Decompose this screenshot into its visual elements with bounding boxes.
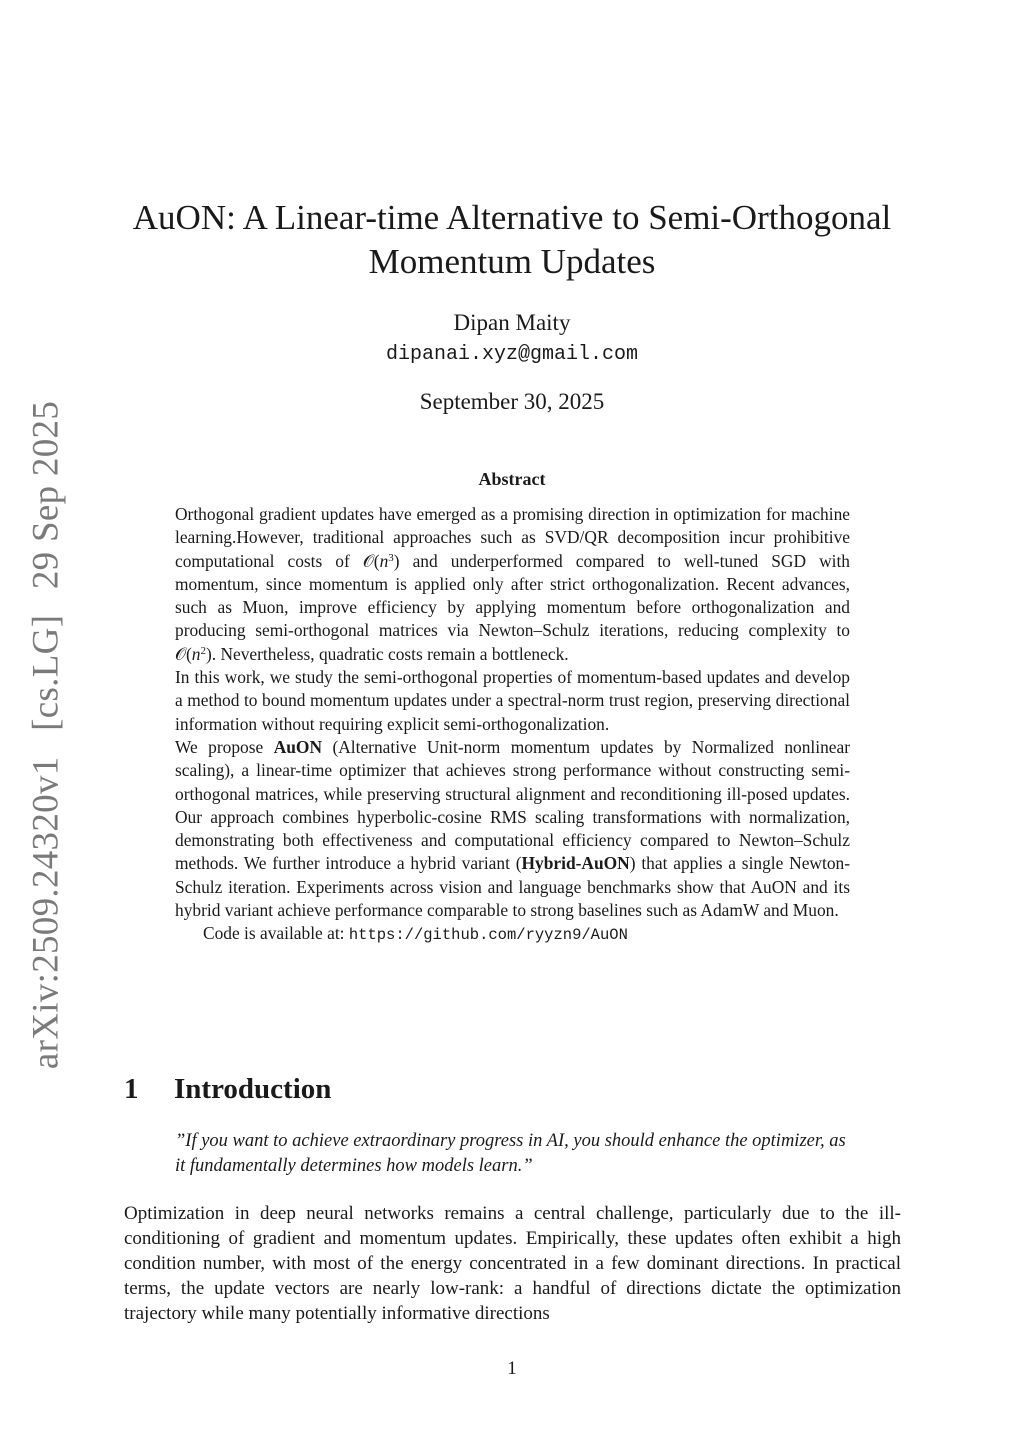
abstract-p1-text-b: and underperformed compared to well-tuned SGD with momentum, since momentum is applied only after strict orthogonalization. Recent advances, such as Muon, improve efficiency by applying momentum before orthogonalization and producing semi-orthogonal matrices via Newton–Schulz iterations, reducing complexity to	[175, 550, 850, 641]
author-name: Dipan Maity	[453, 310, 571, 335]
abstract-paragraph-2: In this work, we study the semi-orthogonal properties of momentum-based updates and develop a method to bound momentum updates under a spectral-norm trust region, preserving directional information without requiring explicit semi-orthogonalization.	[175, 667, 850, 734]
code-url-link[interactable]: https://github.com/ryyzn9/AuON	[348, 926, 628, 945]
math-exponent-2: 2	[200, 644, 206, 657]
paper-title	[112, 196, 912, 284]
arxiv-identifier-stamp	[25, 401, 68, 1069]
arxiv-category: [cs.LG]	[25, 614, 67, 731]
abstract-body	[175, 503, 850, 948]
math-n-2: n	[191, 643, 201, 664]
introduction-paragraph: Optimization in deep neural networks remains a central challenge, particularly due to the ill-conditioning of gradient and momentum updates. Empirically, these updates often exhibit a high condition number, with most of the energy concentrated in a few dominant directions. In practical terms, the update vectors are nearly low-rank: a handful of directions dictate the optimization trajectory while many potentially informative directions	[124, 1203, 901, 1324]
auon-bold-term: AuON	[273, 736, 323, 757]
arxiv-date: 29 Sep 2025	[25, 400, 67, 590]
big-o-symbol-1: 𝒪(	[362, 550, 380, 571]
page-number: 1	[507, 1358, 517, 1379]
abstract-paragraph-3	[175, 736, 850, 922]
math-paren-close-2: )	[205, 643, 212, 664]
section-title: Introduction	[174, 1073, 332, 1105]
math-paren-close-1: )	[393, 550, 400, 571]
abstract-paragraph-1	[175, 503, 850, 666]
code-availability-line	[175, 922, 850, 947]
section-heading-introduction	[124, 1073, 331, 1106]
big-o-symbol-2: 𝒪(	[175, 643, 192, 664]
epigraph-quote: ”If you want to achieve extraordinary progress in AI, you should enhance the optimizer, as it fundamentally determines how models learn.”	[175, 1131, 846, 1176]
code-label: Code is available at:	[203, 923, 349, 944]
author-email[interactable]: dipanai.xyz@gmail.com	[385, 343, 639, 366]
math-n-1: n	[379, 550, 389, 571]
abstract-p3-text-c: ) that applies a single Newton-Schulz iteration. Experiments across vision and language benchmarks show that AuON and its hybrid variant achieve performance comparable to strong baselines such as AdamW and Muon.	[175, 853, 850, 921]
title-line-2: Momentum Updates	[368, 242, 656, 281]
abstract-p3-text-b: (Alternative Unit-norm momentum updates by Normalized nonlinear scaling), a linear-time optimizer that achieves strong performance without constructing semi-orthogonal matrices, while preserving structural alignment and reconditioning ill-posed updates. Our approach combines hyperbolic-cosine RMS scaling transformations with normalization, demonstrating both effectiveness and computational efficiency compared to Newton–Schulz methods. We further introduce a hybrid variant (	[175, 736, 851, 874]
abstract-p1-text-c: . Nevertheless, quadratic costs remain a bottleneck.	[211, 643, 569, 664]
abstract-p3-text-a: We propose	[175, 736, 274, 757]
hybrid-auon-bold-term: Hybrid-AuON	[521, 853, 630, 874]
arxiv-id: arXiv:2509.24320v1	[25, 756, 67, 1070]
abstract-heading: Abstract	[478, 469, 546, 489]
section-number: 1	[124, 1073, 139, 1105]
paper-date: September 30, 2025	[419, 389, 605, 414]
title-line-1: AuON: A Linear-time Alternative to Semi-Orthogonal	[132, 198, 892, 237]
math-exponent-3: 3	[388, 551, 394, 564]
abstract-p1-text-a: Orthogonal gradient updates have emerged as a promising direction in optimization for machine learning.However, traditional approaches such as SVD/QR decomposition incur prohibitive computational costs of	[175, 504, 850, 571]
